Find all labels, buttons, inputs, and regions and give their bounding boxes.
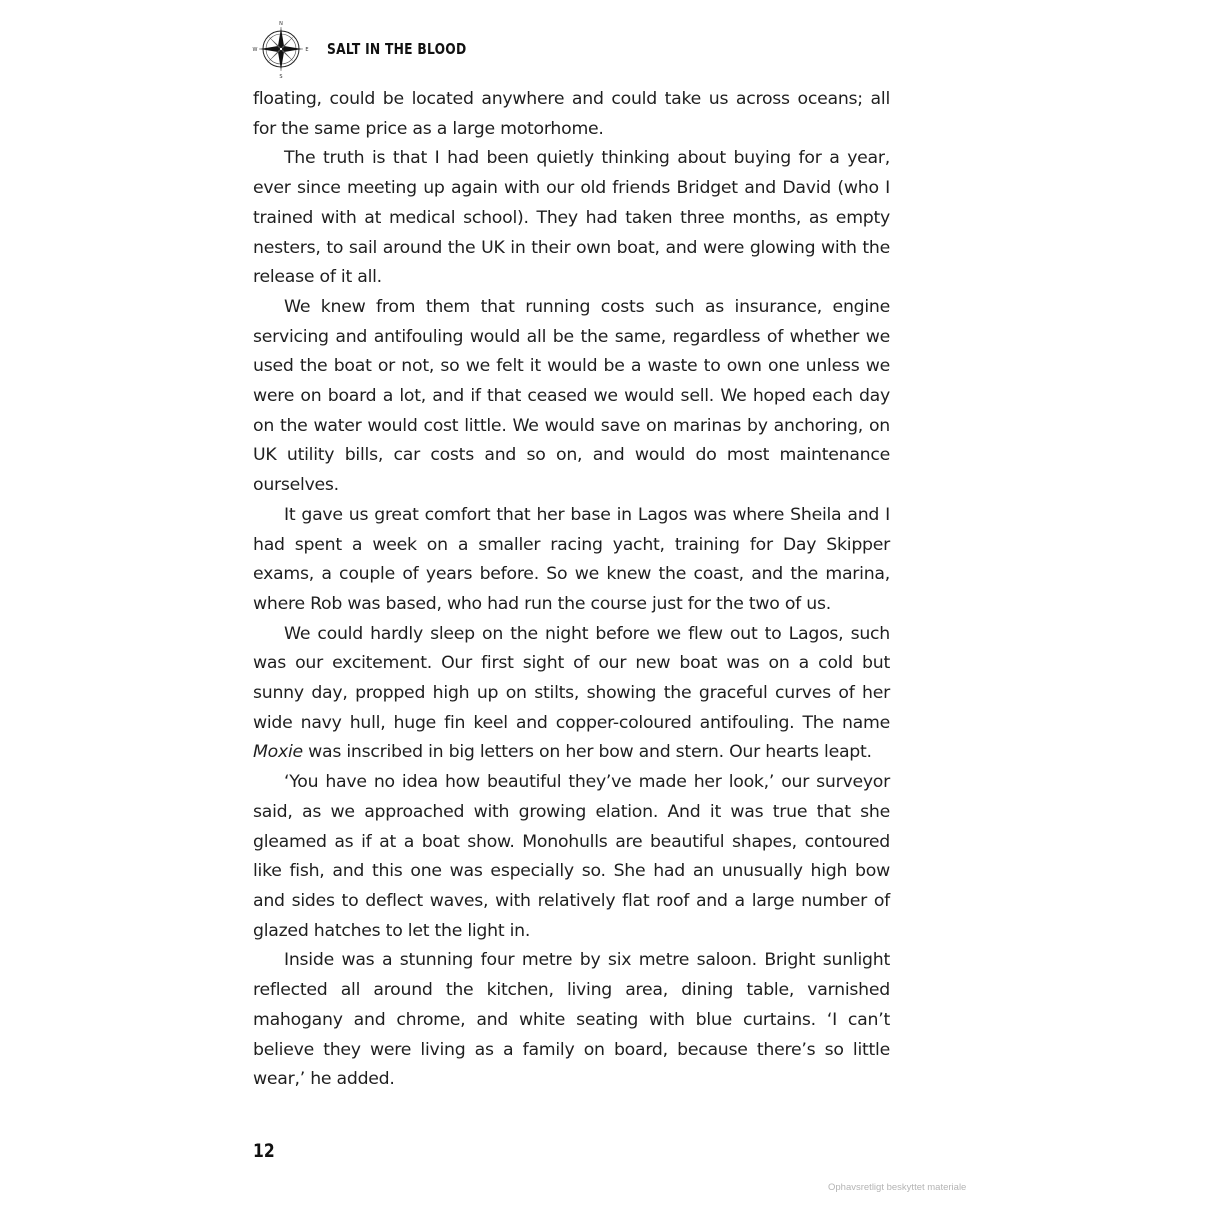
paragraph: floating, could be located anywhere and could take us across oceans; all for the same price as a large motorhome. (253, 89, 890, 139)
compass-letter-e: E (305, 47, 309, 53)
copyright-watermark: Ophavsretligt beskyttet materiale (828, 1182, 967, 1193)
body-text (253, 85, 890, 1095)
paragraph (253, 620, 890, 769)
paragraph: The truth is that I had been quietly thinking about buying for a year, ever since meeting up again with our old friends Bridget and David (who I trained with at medical school). They had taken three months, as empty nesters, to sail around the UK in their own boat, and were glowing with the release of it all. (253, 148, 890, 288)
paragraph: Inside was a stunning four metre by six metre saloon. Bright sunlight reflected all around the kitchen, living area, dining table, varnished mahogany and chrome, and white seating with blue curtains. ‘I can’t believe they were living as a family on board, because there’s so little wear,’ he added. (253, 950, 890, 1090)
paragraph-text: We could hardly sleep on the night before we flew out to Lagos, such was our excitement. Our first sight of our new boat was on a cold but sunny day, propped high up on stilts, showing the graceful curves of her wide navy hull, huge fin keel and copper-coloured antifouling. The name (253, 623, 890, 733)
running-title: SALT IN THE BLOOD (327, 40, 467, 58)
compass-letter-s: S (279, 74, 283, 79)
paragraph-text: was inscribed in big letters on her bow and stern. Our hearts leapt. (302, 742, 872, 763)
page-number: 12 (253, 1140, 275, 1162)
compass-rose-icon (252, 19, 310, 79)
paragraph: We knew from them that running costs such as insurance, engine servicing and antifouling would all be the same, regardless of whether we used the boat or not, so we felt it would be a waste to own one unless we were on board a lot, and if that ceased we would sell. We hoped each day on the water would cost little. We would save on marinas by anchoring, on UK utility bills, car costs and so on, and would do most maintenance ourselves. (253, 296, 890, 496)
paragraph: It gave us great comfort that her base in Lagos was where Sheila and I had spent a week on a smaller racing yacht, training for Day Skipper exams, a couple of years before. So we knew the coast, and the marina, where Rob was based, who had run the course just for the two of us. (253, 504, 890, 614)
boat-name: Moxie (253, 742, 303, 763)
compass-letter-w: W (252, 47, 258, 53)
paragraph: ‘You have no idea how beautiful they’ve made her look,’ our surveyor said, as we approached with growing elation. And it was true that she gleamed as if at a boat show. Monohulls are beautiful shapes, contoured like fish, and this one was especially so. She had an unusually high bow and sides to deflect waves, with relatively flat roof and a large number of glazed hatches to let the light in. (253, 772, 890, 941)
compass-letter-n: N (279, 21, 283, 27)
running-header (252, 19, 892, 79)
